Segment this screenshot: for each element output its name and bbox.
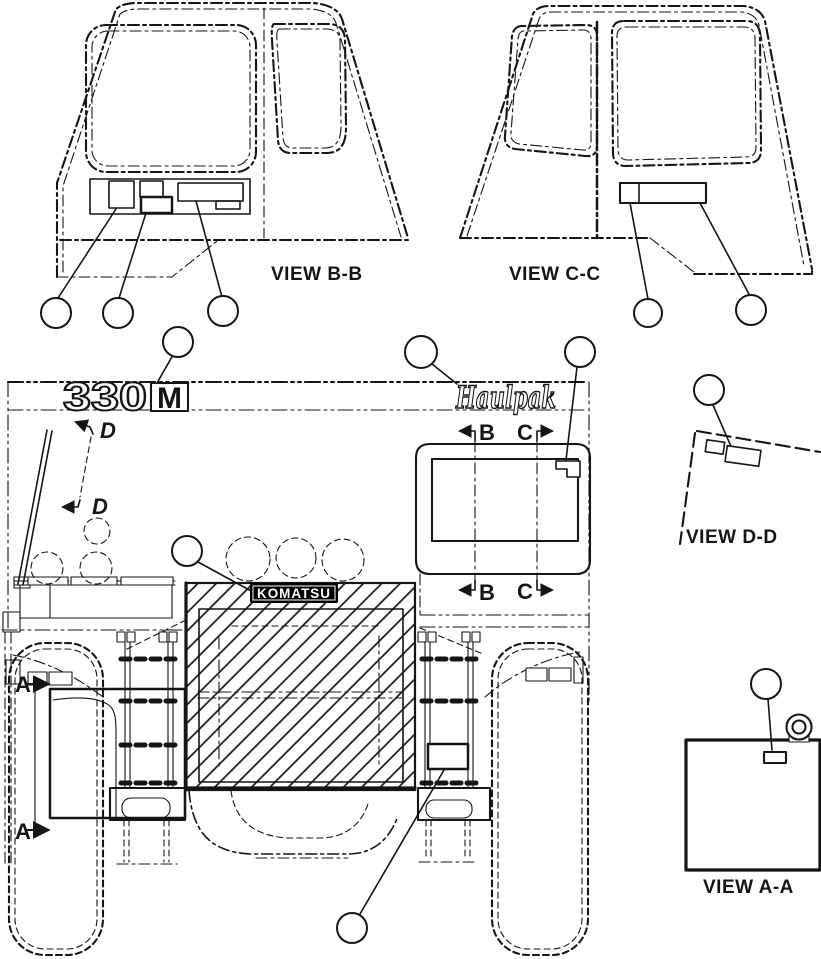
left-ladder [110,632,185,864]
windshield [86,25,256,172]
section-letter-c: C [517,579,533,604]
model-digits: 330 [63,375,147,419]
decal-plate [49,672,72,685]
callout-circle [736,295,766,325]
leader-line [700,203,750,296]
section-letter-b: B [479,580,495,605]
decal-plate [764,752,786,763]
section-letter-b: B [479,420,495,445]
haulpak-logo: Haulpak [455,380,556,416]
view-dd-label: VIEW D-D [686,527,778,548]
callout-circle [172,536,202,566]
callout-circle [694,375,724,405]
view-aa [686,669,820,898]
leader-line [119,213,146,298]
view-aa-label: VIEW A-A [703,877,794,898]
side-window [505,25,597,156]
decal-plate [428,744,468,769]
right-ladder [418,632,490,862]
decal-plate [705,440,724,454]
callout-circle [405,336,437,368]
leader-line [58,209,116,298]
filler-cap [787,715,812,740]
komatsu-logo-text: KOMATSU [257,586,331,601]
cab-front [416,420,590,605]
radiator-grille [186,583,415,790]
fuel-tank [686,740,820,870]
callout-circle [208,296,238,326]
section-a-marks [15,672,48,844]
leader-line [157,355,173,383]
section-letter-d: D [92,494,108,519]
mirror-arm [14,430,52,588]
callout-circle [163,327,193,357]
bumper [189,791,398,858]
section-d-marks [63,418,116,519]
leader-line [630,203,648,299]
door-window [612,21,761,166]
callout-circle [565,337,595,367]
left-deck [2,577,186,632]
view-cc [460,6,812,327]
view-cc-label: VIEW C-C [509,264,601,285]
callout-circle [337,913,367,943]
decal-plate [549,668,571,681]
main-front-view [2,327,595,955]
view-bb [41,3,408,328]
right-front-tire [485,643,588,955]
decal-plate [725,446,761,467]
callout-circle [634,299,662,327]
section-letter-a: A [15,672,31,697]
view-dd [680,375,820,548]
model-letter: M [157,382,182,415]
callout-circle [751,669,781,699]
leader-line [196,201,222,297]
decal-plate [526,668,547,681]
callout-circle [41,298,71,328]
view-bb-label: VIEW B-B [271,264,363,285]
model-330m-logo [63,375,188,419]
decal-plate [556,461,580,477]
section-letter-a: A [15,819,31,844]
leader-line [768,699,772,750]
callout-circle [103,298,133,328]
section-letter-d: D [100,418,116,443]
section-letter-c: C [517,420,533,445]
komatsu-plate [250,583,338,603]
decal-plate [620,183,706,203]
